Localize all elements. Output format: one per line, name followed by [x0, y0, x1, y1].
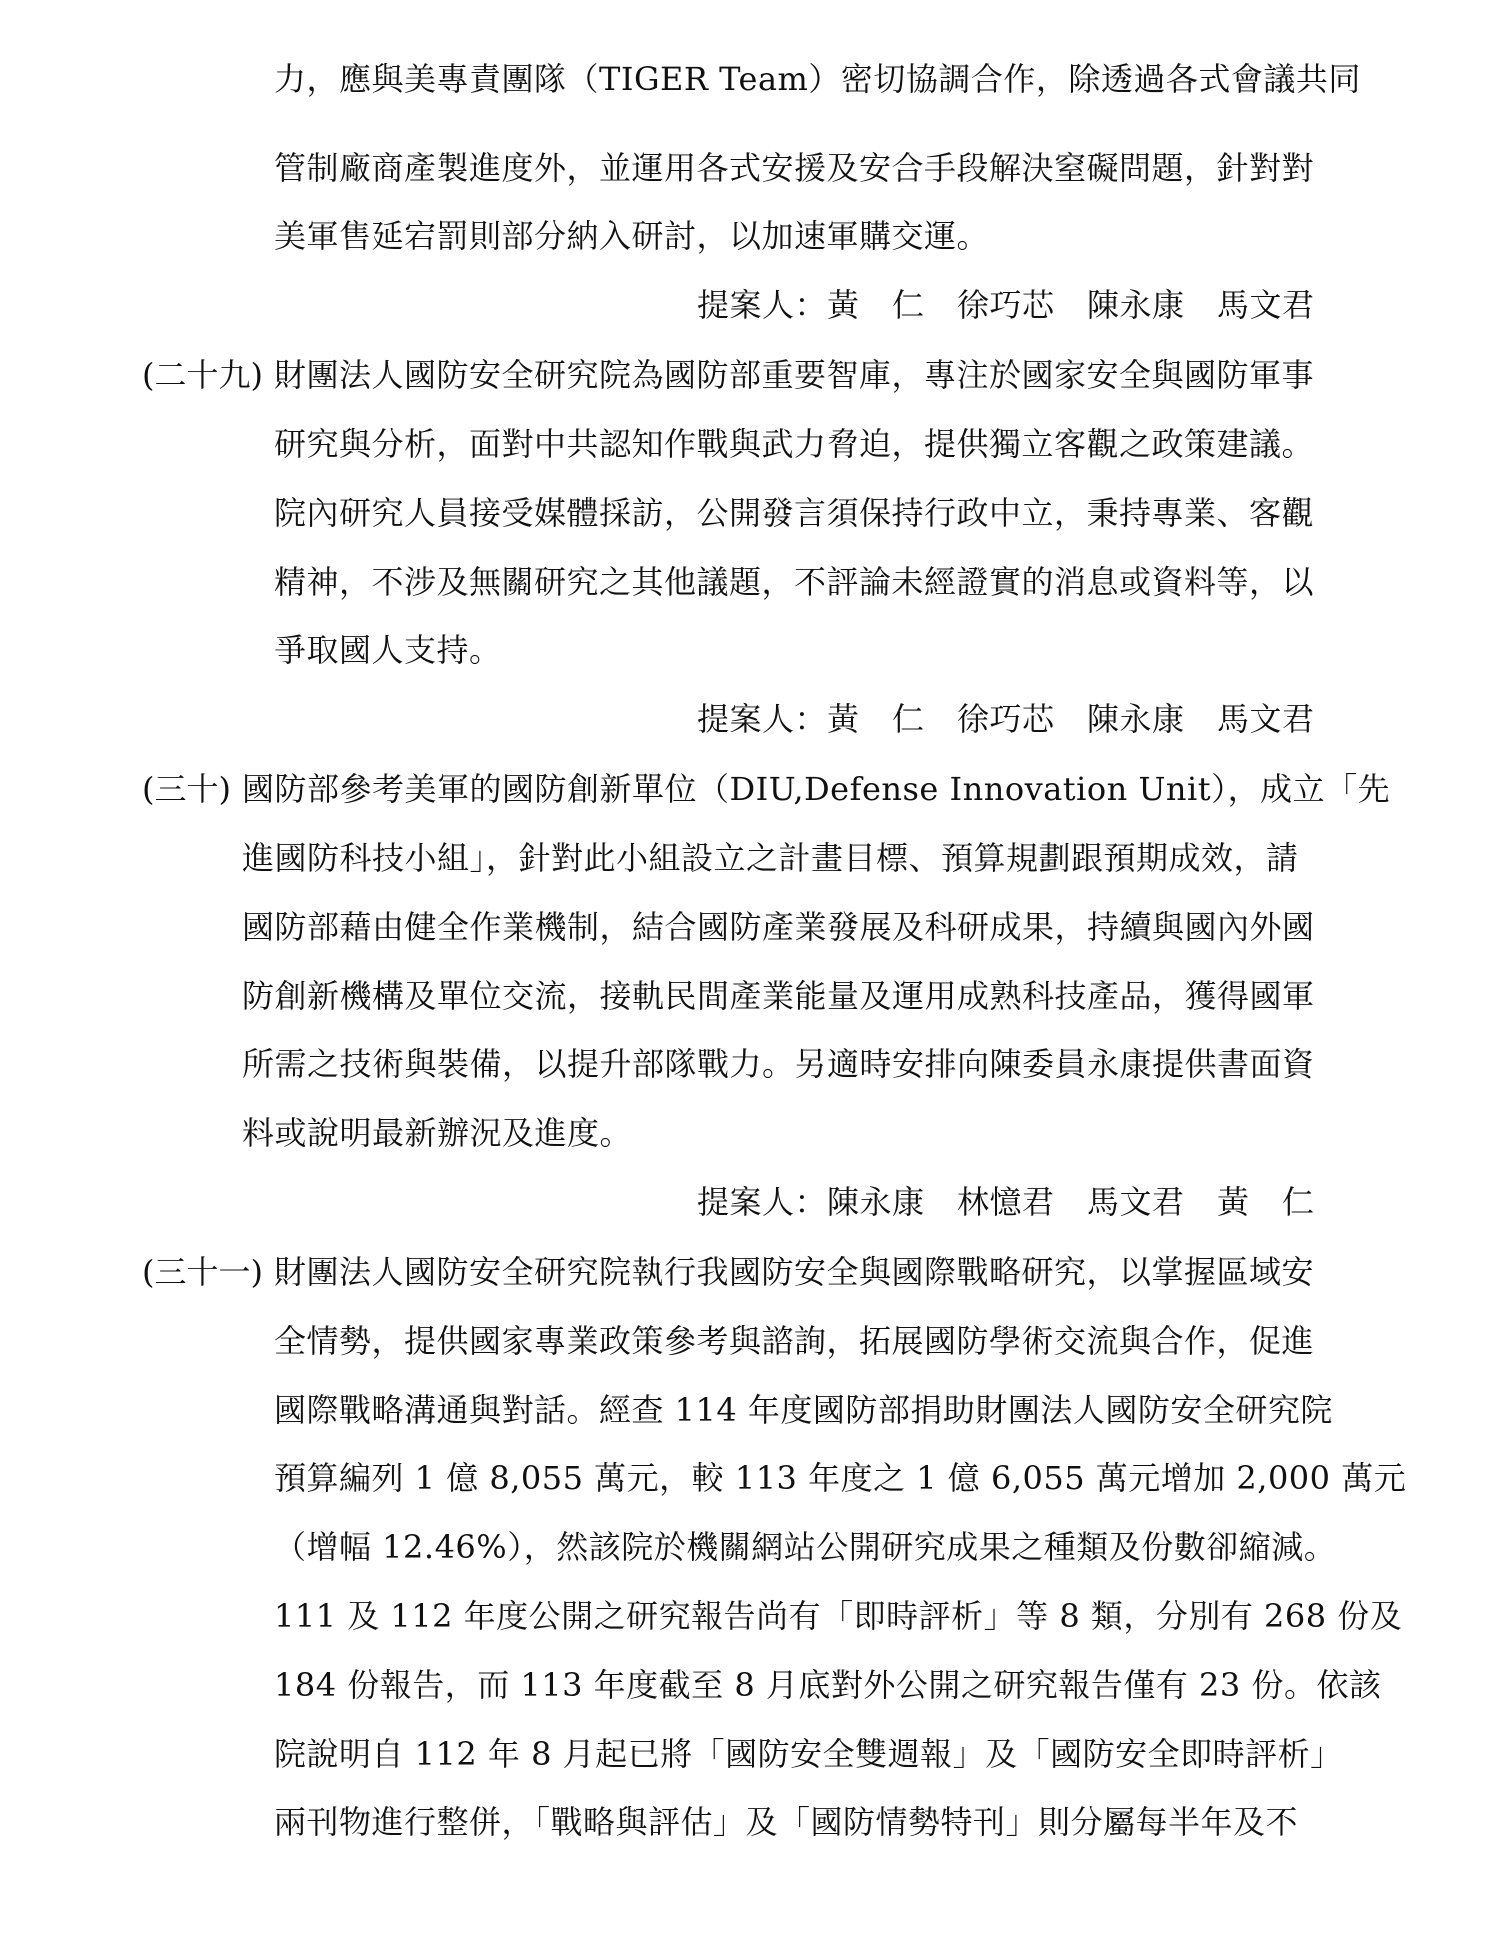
proposer-line: 提案人：黃 仁 徐巧芯 陳永康 馬文君	[697, 700, 1315, 738]
paragraph-line: 院說明自 112 年 8 月起已將「國防安全雙週報」及「國防安全即時評析」	[274, 1735, 1343, 1773]
paragraph-line: 國防部參考美軍的國防創新單位（DIU,Defense Innovation Unit），成立「先	[242, 770, 1391, 808]
item-number: (三十一)	[142, 1253, 263, 1291]
paragraph-line: 防創新機構及單位交流，接軌民間產業能量及運用成熟科技產品，獲得國軍	[242, 977, 1315, 1015]
paragraph-line: 國際戰略溝通與對話。經查 114 年度國防部捐助財團法人國防安全研究院	[274, 1391, 1333, 1429]
item-number: (三十)	[142, 770, 231, 808]
paragraph-line: 兩刊物進行整併，「戰略與評估」及「國防情勢特刊」則分屬每半年及不	[274, 1803, 1299, 1841]
item-number: (二十九)	[142, 356, 263, 394]
paragraph-line: 所需之技術與裝備，以提升部隊戰力。另適時安排向陳委員永康提供書面資	[242, 1045, 1315, 1083]
proposer-line: 提案人：黃 仁 徐巧芯 陳永康 馬文君	[697, 286, 1315, 324]
paragraph-line: 美軍售延宕罰則部分納入研討，以加速軍購交運。	[274, 217, 990, 255]
paragraph-line: 爭取國人支持。	[274, 631, 502, 669]
paragraph-line: 管制廠商產製進度外，並運用各式安援及安合手段解決窒礙問題，針對對	[274, 149, 1315, 187]
proposer-line: 提案人：陳永康 林憶君 馬文君 黃 仁	[697, 1183, 1315, 1221]
paragraph-line: 研究與分析，面對中共認知作戰與武力脅迫，提供獨立客觀之政策建議。	[274, 425, 1315, 463]
paragraph-line: 預算編列 1 億 8,055 萬元，較 113 年度之 1 億 6,055 萬元增加 2,000 萬元	[274, 1459, 1407, 1497]
paragraph-line: 財團法人國防安全研究院執行我國防安全與國際戰略研究，以掌握區域安	[274, 1253, 1315, 1291]
paragraph-line: 國防部藉由健全作業機制，結合國防產業發展及科研成果，持續與國內外國	[242, 908, 1315, 946]
paragraph-line: 財團法人國防安全研究院為國防部重要智庫，專注於國家安全與國防軍事	[274, 356, 1315, 394]
paragraph-line: 院內研究人員接受媒體採訪，公開發言須保持行政中立，秉持專業、客觀	[274, 494, 1315, 532]
paragraph-line: 力，應與美專責團隊（TIGER Team）密切協調合作，除透過各式會議共同	[274, 60, 1361, 98]
paragraph-line: 全情勢，提供國家專業政策參考與諮詢，拓展國防學術交流與合作，促進	[274, 1322, 1315, 1360]
paragraph-line: 進國防科技小組」，針對此小組設立之計畫目標、預算規劃跟預期成效，請	[242, 839, 1299, 877]
paragraph-line: 料或說明最新辦況及進度。	[242, 1114, 633, 1152]
paragraph-line: 184 份報告，而 113 年度截至 8 月底對外公開之研究報告僅有 23 份。依該	[274, 1666, 1382, 1704]
paragraph-line: 111 及 112 年度公開之研究報告尚有「即時評析」等 8 類，分別有 268 份及	[274, 1597, 1403, 1635]
paragraph-line: （增幅 12.46%），然該院於機關網站公開研究成果之種類及份數卻縮減。	[274, 1528, 1337, 1566]
paragraph-line: 精神，不涉及無關研究之其他議題，不評論未經證實的消息或資料等，以	[274, 563, 1315, 601]
